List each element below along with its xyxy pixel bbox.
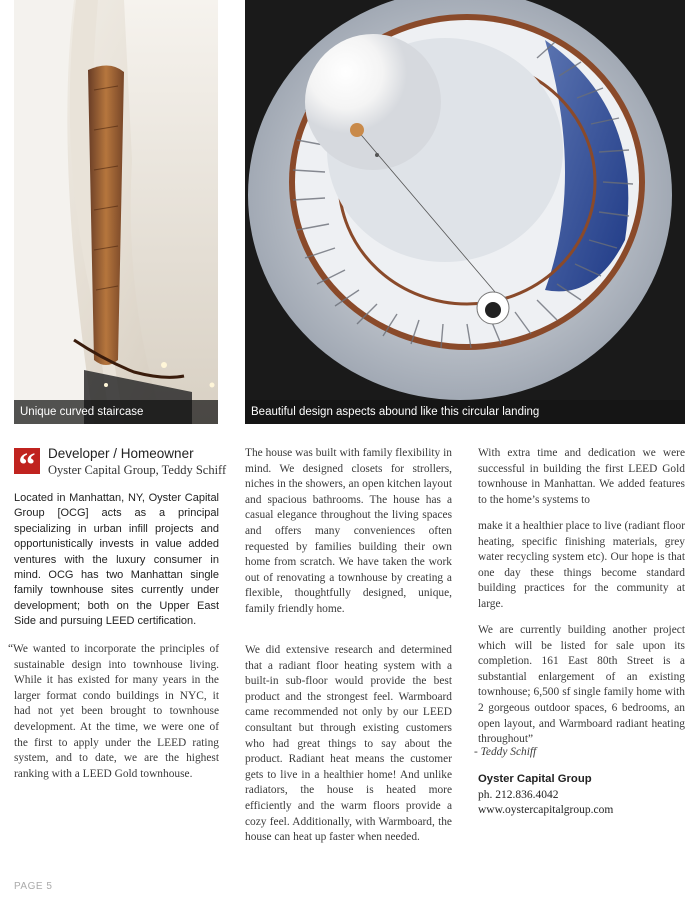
quote-paragraph-4: With extra time and dedication we were successful in building the first LEED Gold townhouse in Manhattan. We added features to the home’s systems to [478,447,685,506]
staircase-photo [14,0,218,424]
contact-website-link[interactable]: www.oystercapitalgroup.com [478,804,614,817]
photo-caption-right: Beautiful design aspects abound like this circular landing [245,400,685,424]
quote-paragraph-6: We are currently building another project which will be listed for sale upon its completion. 161 East 80th Street is a substantial enlargement of an existing townhouse; 6,500 sf single family home with 2 gorgeous outdoor spaces, 6 bedrooms, an open layout, and Warmboard radiant heating throughout” [478,624,685,746]
role-heading: Developer / Homeowner [48,446,194,461]
quote-paragraph-5: make it a healthier place to live (radiant floor heating, specific finishing materials, grey water recycling system etc). Our hope is that one day these things become standard building practices for the community at large. [478,520,685,610]
company-subheading: Oyster Capital Group, Teddy Schiff [48,463,227,477]
quote-paragraph-2: The house was built with family flexibility in mind. We designed closets for strollers, niches in the showers, an open kitchen layout and spacious bathrooms. The house has a casual elegance throughout the living spaces and offers many conveniences often requested by families building their own home from scratch. We have taken the work out of renovating a townhouse by creating a flexible, thoughtfully designed, unique, family friendly home. [245,447,452,615]
contact-phone: ph. 212.836.4042 [478,788,559,801]
circular-landing-illustration [245,0,685,424]
circular-landing-photo [245,0,685,424]
contact-block [478,772,613,819]
page-number: PAGE 5 [14,881,53,892]
quote-signoff: - Teddy Schiff [474,746,537,758]
quote-mark-icon: “ [14,448,40,474]
photo-caption-left: Unique curved staircase [14,400,218,424]
contact-company-name: Oyster Capital Group [478,773,592,785]
quote-paragraph-1: “We wanted to incorporate the principles of sustainable design into townhouse living. While it has existed for many years in the larger format condo buildings in NYC, it had not yet been brought to townhouse development. At the time, we were one of the first to apply under the LEED rating system, and to date, we are the highest ranking with a LEED Gold townhouse. [8,643,219,780]
intro-paragraph: Located in Manhattan, NY, Oyster Capital Group [OCG] acts as a principal specializing in urban infill projects and opportunistically invests in value added ventures with the luxury consumer in mind. OCG has two Manhattan single family townhouse sites currently under development; both on the Upper East Side and pursuing LEED certification. [14,492,219,628]
quote-paragraph-3: We did extensive research and determined that a radiant floor heating system with a built-in sub-floor would provide the best product and the strongest feel. Warmboard came recommended not only by our LEED consultant but through existing customers who had great things to say about the product. Radiant heat means the customer gets to live in a healthier home! And unlike radiators, the house is heated more efficiently and the warm floors provide a cozy feel. Additionally, with Warmboard, the house can heat up faster when needed. [245,644,452,844]
staircase-illustration [14,0,218,424]
